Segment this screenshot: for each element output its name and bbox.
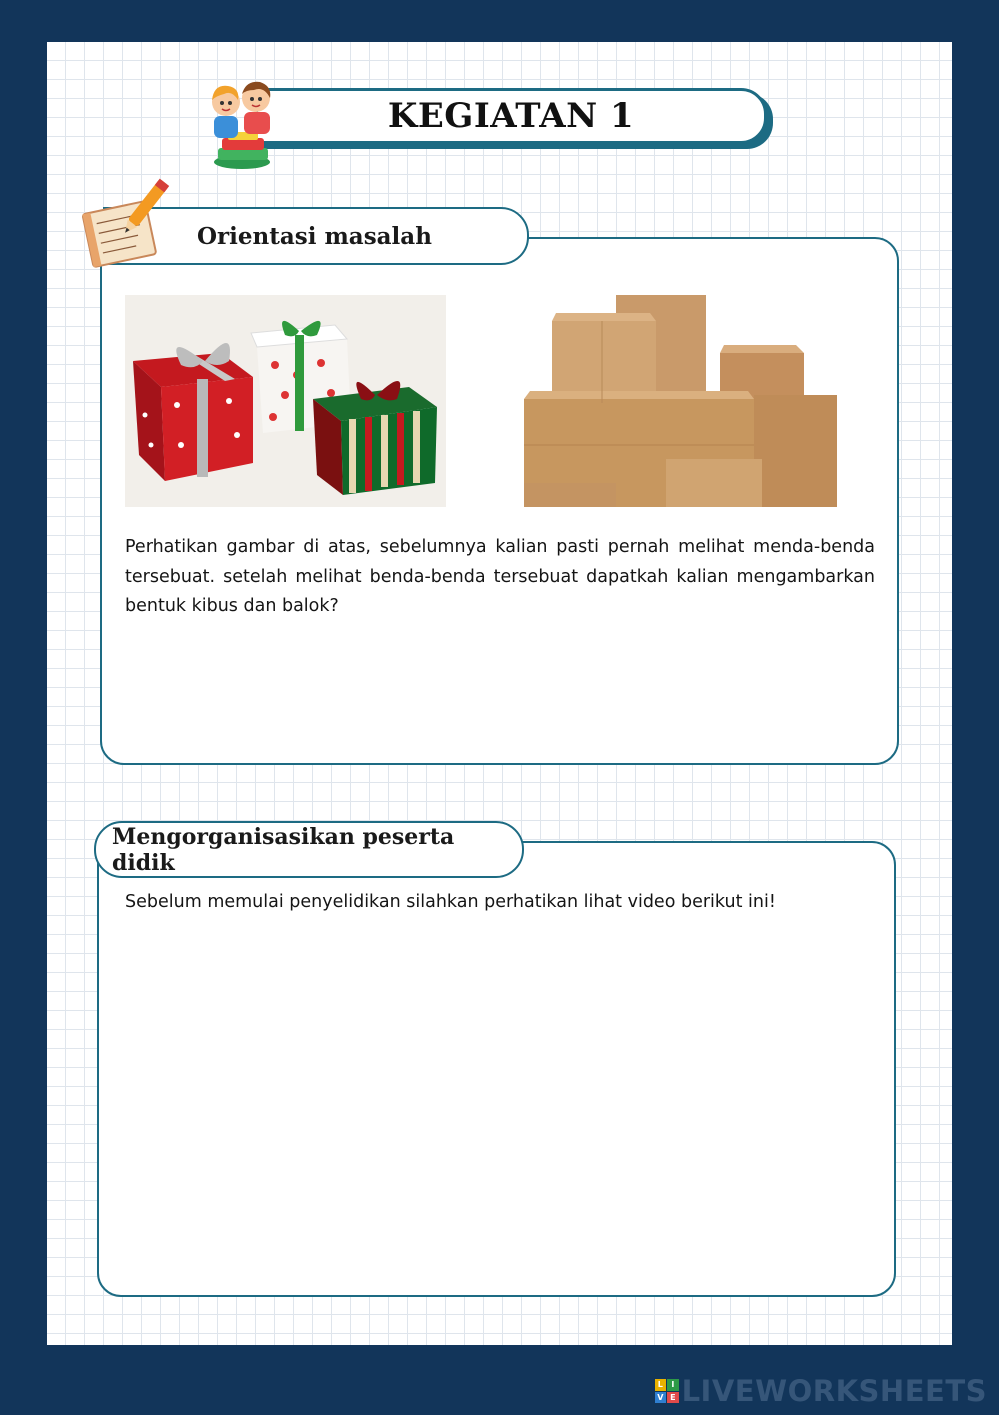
- kids-reading-illustration: [202, 76, 282, 172]
- brand-name: LIVEWORKSHEETS: [681, 1374, 987, 1408]
- title-banner: [255, 88, 767, 144]
- cardboard-boxes-image: [524, 295, 837, 507]
- gift-boxes-image: [125, 295, 446, 507]
- liveworksheets-logo-icon: [655, 1379, 679, 1403]
- section-heading-orientasi: Orientasi masalah: [103, 207, 529, 265]
- logo-letter-i: I: [667, 1379, 679, 1391]
- page-title: KEGIATAN 1: [387, 96, 635, 136]
- logo-letter-l: L: [655, 1379, 667, 1391]
- organizing-paragraph: Sebelum memulai penyelidikan silahkan perhatikan lihat video berikut ini!: [125, 892, 776, 912]
- notebook-pen-icon: [74, 172, 174, 272]
- logo-letter-e: E: [667, 1392, 679, 1404]
- orientation-paragraph: Perhatikan gambar di atas, sebelumnya kalian pasti pernah melihat menda-benda tersebuat. setelah melihat benda-benda tersebuat dapatkah kalian mengambarkan bentuk kibus dan balok?: [125, 537, 875, 616]
- section-heading-mengorganisasikan: Mengorganisasikan peserta didik: [94, 821, 524, 878]
- liveworksheets-watermark: [655, 1373, 987, 1409]
- logo-letter-v: V: [655, 1392, 667, 1404]
